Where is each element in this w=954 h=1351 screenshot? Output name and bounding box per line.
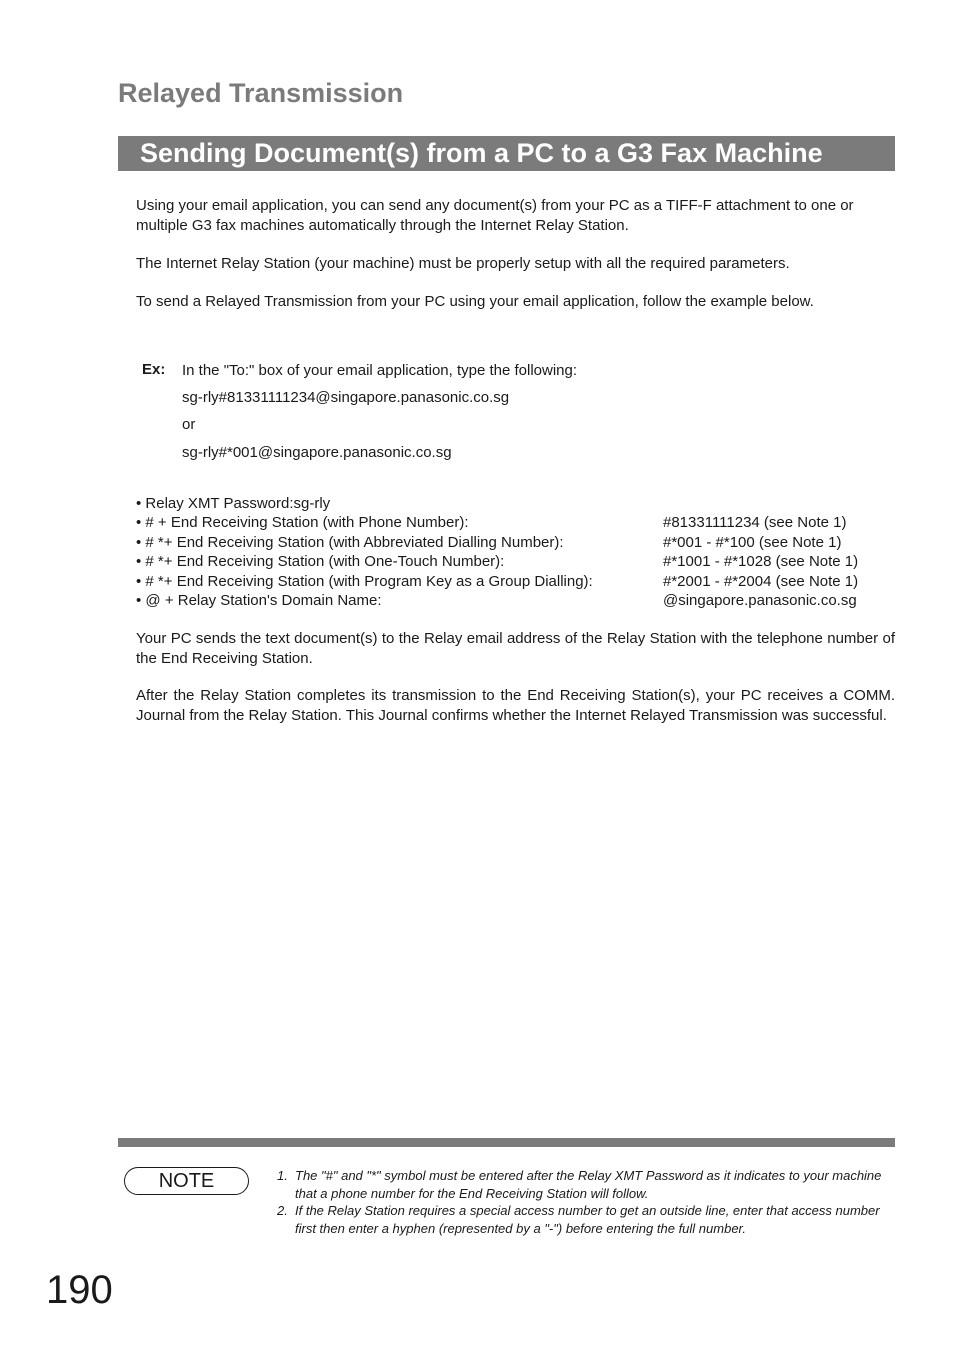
- body-paragraph-4: Your PC sends the text document(s) to the Relay email address of the Relay Station with the telephone number of the End Receiving Station.: [136, 630, 895, 667]
- intro-paragraph-1: Using your email application, you can send any document(s) from your PC as a TIFF-F attachment to one or multiple G3 fax machines automatically through the Internet Relay Station.: [136, 197, 854, 234]
- note-number: 2.: [277, 1203, 288, 1218]
- parameter-row: [136, 552, 895, 571]
- parameter-row: [136, 572, 895, 591]
- parameter-row: [136, 533, 895, 552]
- note-badge: NOTE: [124, 1167, 249, 1195]
- example-address-2: sg-rly#*001@singapore.panasonic.co.sg: [182, 444, 452, 461]
- parameter-label: • Relay XMT Password:sg-rly: [136, 495, 331, 512]
- example-address-1: sg-rly#81331111234@singapore.panasonic.co.sg: [182, 389, 510, 406]
- parameter-row: [136, 494, 895, 513]
- parameter-label: • @ + Relay Station's Domain Name:: [136, 591, 382, 609]
- intro-paragraph-3: To send a Relayed Transmission from your PC using your email application, follow the example below.: [136, 293, 814, 310]
- body-paragraph-5: After the Relay Station completes its transmission to the End Receiving Station(s), your PC receives a COMM. Journal from the Relay Station. This Journal confirms whether the Internet Relayed Transmission was successful.: [136, 687, 895, 724]
- parameter-label: • # + End Receiving Station (with Phone Number):: [136, 514, 469, 532]
- note-item: [277, 1167, 897, 1202]
- page-number: 190: [46, 1268, 113, 1312]
- note-divider: [118, 1138, 895, 1147]
- parameter-row: [136, 513, 895, 532]
- parameter-row: [136, 591, 895, 610]
- note-text: If the Relay Station requires a special access number to get an outside line, enter that access number first then enter a hyphen (represented by a "-") before entering the full number.: [295, 1203, 880, 1236]
- section-title: Relayed Transmission: [118, 78, 404, 108]
- parameter-value: #81331111234 (see Note 1): [663, 514, 847, 532]
- page-title-bar: [118, 136, 895, 171]
- note-list: [277, 1167, 897, 1237]
- intro-paragraph-2: The Internet Relay Station (your machine) must be properly setup with all the required parameters.: [136, 255, 790, 272]
- parameter-list: [136, 494, 895, 610]
- note-item: [277, 1202, 897, 1237]
- parameter-value: @singapore.panasonic.co.sg: [663, 591, 857, 609]
- parameter-label: • # *+ End Receiving Station (with Abbreviated Dialling Number):: [136, 533, 564, 551]
- note-text: The "#" and "*" symbol must be entered after the Relay XMT Password as it indicates to your machine that a phone number for the End Receiving Station will follow.: [295, 1168, 882, 1201]
- example-instruction: In the "To:" box of your email application, type the following:: [182, 362, 578, 379]
- parameter-value: #*1001 - #*1028 (see Note 1): [663, 553, 859, 571]
- parameter-value: #*001 - #*100 (see Note 1): [663, 533, 842, 551]
- example-or: or: [182, 416, 196, 433]
- parameter-label: • # *+ End Receiving Station (with Program Key as a Group Dialling):: [136, 572, 593, 590]
- parameter-label: • # *+ End Receiving Station (with One-Touch Number):: [136, 553, 505, 571]
- page-title: Sending Document(s) from a PC to a G3 Fax Machine: [140, 138, 823, 168]
- parameter-value: #*2001 - #*2004 (see Note 1): [663, 572, 859, 590]
- note-number: 1.: [277, 1168, 288, 1183]
- example-label: Ex:: [142, 361, 166, 378]
